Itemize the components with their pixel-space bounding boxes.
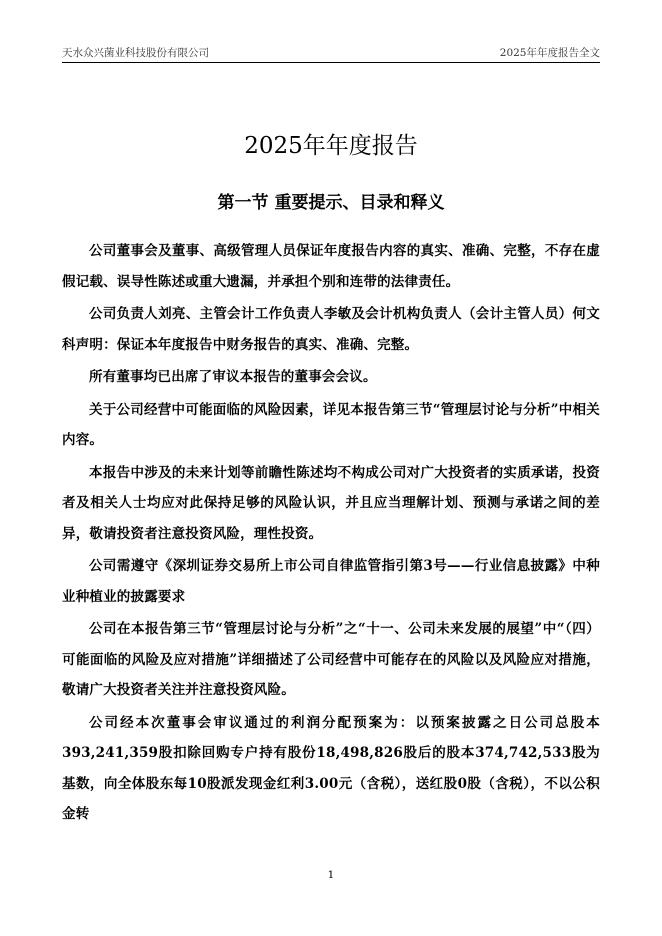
page-header bbox=[62, 44, 600, 63]
header-company-name: 天水众兴菌业科技股份有限公司 bbox=[62, 47, 209, 59]
paragraph-director-guarantee: 公司董事会及董事、高级管理人员保证年度报告内容的真实、准确、完整，不存在虚假记载、误导性陈述或重大遗漏，并承担个别和连带的法律责任。 bbox=[62, 243, 600, 290]
paragraph-profit-distribution: 公司经本次董事会审议通过的利润分配预案为：以预案披露之日公司总股本393,241,359股扣除回购专户持有股份18,498,826股后的股本374,742,533股为基数，向全体股东每10股派发现金红利3.00元（含税），送红股0股（含税），不以公积金转 bbox=[62, 714, 600, 822]
paragraph-risk-measures: 公司在本报告第三节“管理层讨论与分析”之“十一、公司未来发展的展望”中“（四）可能面临的风险及应对措施”详细描述了公司经营中可能存在的风险以及风险应对措施，敬请广大投资者关注并注意投资风险。 bbox=[62, 621, 600, 698]
page-number: 1 bbox=[327, 869, 335, 881]
paragraph-risk-factors: 关于公司经营中可能面临的风险因素，详见本报告第三节“管理层讨论与分析”中相关内容。 bbox=[62, 401, 600, 448]
body-text bbox=[62, 236, 600, 832]
paragraph-forward-looking: 本报告中涉及的未来计划等前瞻性陈述均不构成公司对广大投资者的实质承诺，投资者及相关人士均应对此保持足够的风险认识，并且应当理解计划、预测与承诺之间的差异，敬请投资者注意投资风险，理性投资。 bbox=[62, 464, 600, 542]
section-title: 第一节 重要提示、目录和释义 bbox=[217, 193, 445, 213]
header-document-name: 2025年年度报告全文 bbox=[499, 47, 600, 59]
paragraph-disclosure-guideline: 公司需遵守《深圳证券交易所上市公司自律监管指引第3号——行业信息披露》中种业种植业的披露要求 bbox=[62, 558, 600, 605]
report-title: 2025年年度报告 bbox=[244, 133, 418, 159]
paragraph-responsible-persons: 公司负责人刘亮、主管会计工作负责人李敏及会计机构负责人（会计主管人员）何文科声明：保证本年度报告中财务报告的真实、准确、完整。 bbox=[62, 306, 600, 353]
paragraph-board-attendance: 所有董事均已出席了审议本报告的董事会会议。 bbox=[89, 369, 377, 385]
